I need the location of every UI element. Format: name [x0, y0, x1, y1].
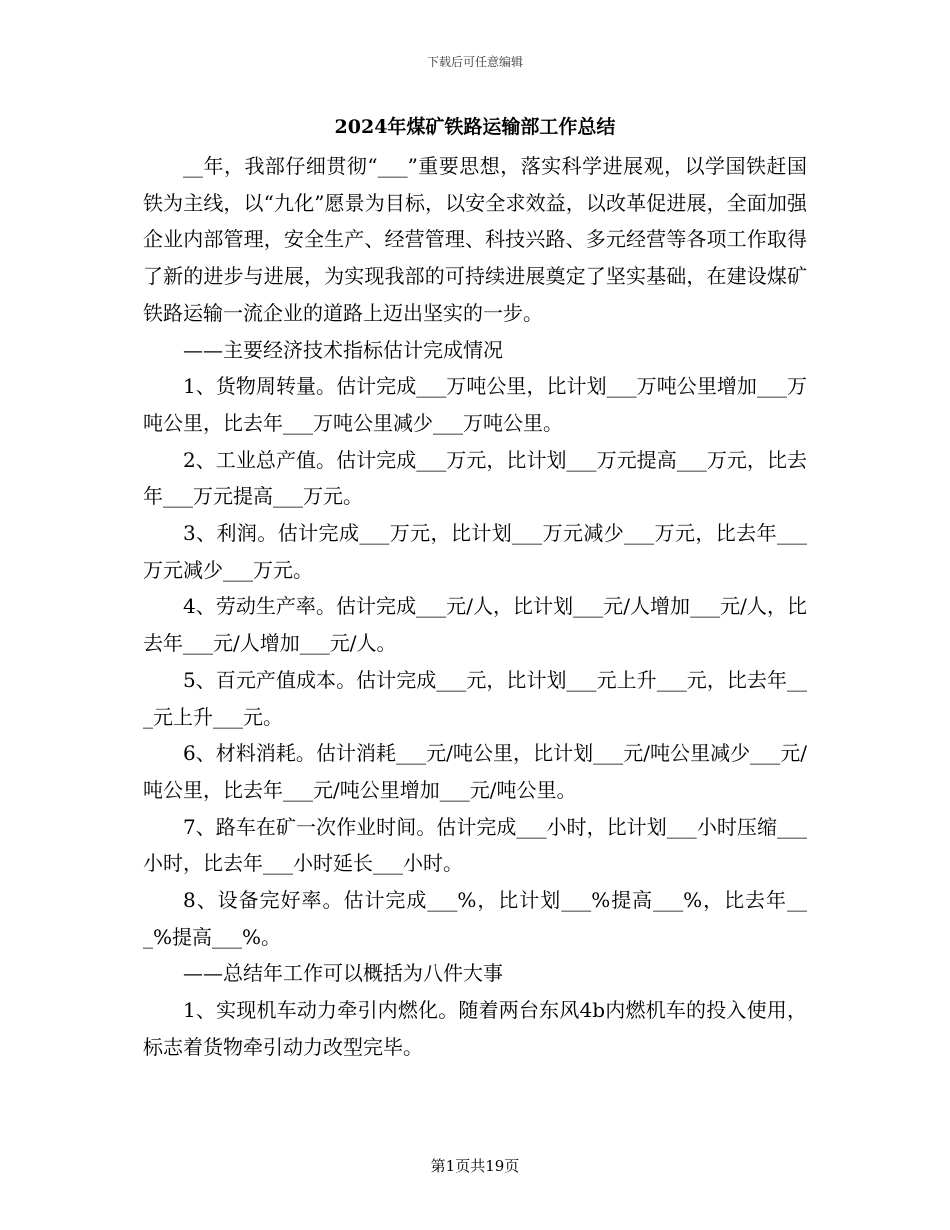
indicator-profit: 3、利润。估计完成___万元，比计划___万元减少___万元，比去年___万元减少___万元。 [143, 521, 807, 582]
indicator-operation-time: 7、路车在矿一次作业时间。估计完成___小时，比计划___小时压缩___小时，比去年___小时延长___小时。 [143, 814, 807, 876]
page-header-note: 下载后可任意编辑 [426, 55, 523, 69]
indicator-material-consumption: 6、材料消耗。估计消耗___元/吨公里，比计划___元/吨公里减少___元/吨公里，比去年___元/吨公里增加___元/吨公里。 [143, 741, 807, 802]
indicator-industrial-output: 2、工业总产值。估计完成___万元，比计划___万元提高___万元，比去年___万元提高___万元。 [143, 447, 807, 509]
document-body [143, 148, 807, 1066]
indicator-equipment-rate: 8、设备完好率。估计完成___%，比计划___%提高___%，比去年___%提高___%。 [143, 888, 807, 949]
section-heading-eight-events: ——总结年工作可以概括为八件大事 [183, 961, 503, 986]
indicator-cost-per-hundred: 5、百元产值成本。估计完成___元，比计划___元上升___元，比去年___元上升___元。 [143, 667, 807, 729]
paragraph-intro: __年，我部仔细贯彻“___”重要思想，落实科学进展观，以学国铁赶国铁为主线，以“九化”愿景为目标，以安全求效益，以改革促进展，全面加强企业内部管理，安全生产、经营管理、科技兴路、多元经营等各项工作取得了新的进步与进展，为实现我部的可持续进展奠定了坚实基础，在建设煤矿铁路运输一流企业的道路上迈出坚实的一步。 [143, 154, 807, 325]
page-number: 第1页共19页 [430, 1157, 520, 1175]
indicator-freight-turnover: 1、货物周转量。估计完成___万吨公里，比计划___万吨公里增加___万吨公里，比去年___万吨公里减少___万吨公里。 [143, 374, 807, 435]
event-item-1: 1、实现机车动力牵引内燃化。随着两台东风4b内燃机车的投入使用，标志着货物牵引动力改型完毕。 [143, 998, 807, 1059]
section-heading-indicators: ——主要经济技术指标估计完成情况 [183, 337, 503, 362]
indicator-labor-productivity: 4、劳动生产率。估计完成___元/人，比计划___元/人增加___元/人，比去年___元/人增加___元/人。 [143, 594, 807, 656]
document-title: 2024年煤矿铁路运输部工作总结 [334, 116, 616, 138]
